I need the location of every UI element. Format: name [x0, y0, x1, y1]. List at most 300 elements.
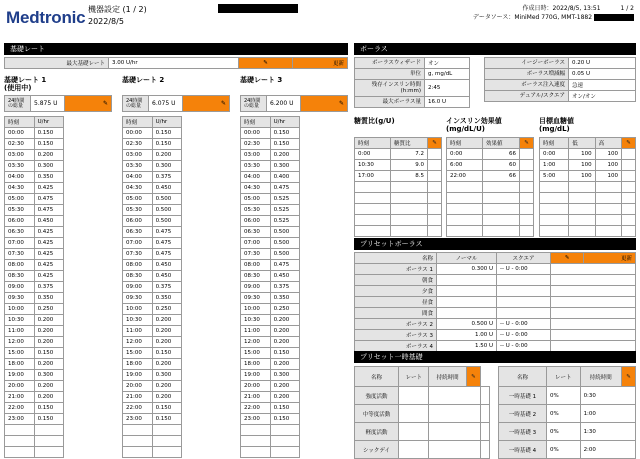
max-basal-label: 最大基礎レート — [5, 58, 109, 69]
time-cell: 12:00 — [123, 337, 153, 348]
col-header: 糖質比 — [390, 138, 427, 149]
rate-cell: 0.150 — [152, 128, 181, 139]
table-row — [241, 359, 300, 370]
value-cell: 66 — [482, 149, 519, 160]
preset-name: 軽度活動 — [355, 423, 399, 441]
rate-cell: 0.425 — [34, 260, 63, 271]
pencil-icon[interactable]: ✎ — [466, 367, 480, 387]
empty-cell — [482, 193, 519, 204]
total-label: 24時間の総量 — [123, 96, 149, 112]
empty-cell — [569, 193, 595, 204]
empty-cell — [355, 215, 391, 226]
rate-cell: 0.150 — [34, 139, 63, 150]
rate-cell: 0.200 — [270, 150, 299, 161]
time-cell: 07:00 — [123, 238, 153, 249]
empty-cell — [447, 182, 483, 193]
time-cell: 15:00 — [241, 348, 271, 359]
normal-value — [437, 297, 497, 308]
table-row — [355, 275, 636, 286]
rate-cell: 0.350 — [152, 293, 181, 304]
rate-cell: 0.200 — [34, 359, 63, 370]
table-row — [540, 193, 636, 204]
empty-cell — [428, 193, 442, 204]
preset-name: 中等度活動 — [355, 405, 399, 423]
rate-cell: 0.500 — [152, 205, 181, 216]
empty-cell — [551, 341, 636, 352]
rate-value: 0% — [547, 423, 581, 441]
time-cell: 04:00 — [5, 172, 35, 183]
time-cell: 04:00 — [123, 172, 153, 183]
time-cell: 23:00 — [123, 414, 153, 425]
table-row — [540, 226, 636, 237]
rate-cell: 0.150 — [270, 128, 299, 139]
empty-cell — [152, 447, 181, 458]
table-row — [355, 171, 442, 182]
rate-cell: 0.450 — [152, 260, 181, 271]
empty-cell — [34, 425, 63, 436]
empty-cell — [622, 204, 636, 215]
value-cell: 17:00 — [355, 171, 391, 182]
empty-cell — [428, 182, 442, 193]
bolus-settings-right — [484, 57, 636, 102]
rate-cell: 0.150 — [34, 128, 63, 139]
table-row — [123, 249, 182, 260]
table-row — [540, 215, 636, 226]
basal-pattern-title: 基礎レート 3 — [240, 76, 283, 84]
empty-cell — [520, 182, 534, 193]
rate-cell: 0.300 — [152, 370, 181, 381]
time-cell: 02:30 — [123, 139, 153, 150]
created-datetime: 作成日時：2022/8/5, 13:51 — [522, 5, 601, 12]
table-row — [355, 308, 636, 319]
rate-cell: 0.200 — [152, 150, 181, 161]
rate-cell: 0.375 — [152, 172, 181, 183]
preset-name: 強度活動 — [355, 387, 399, 405]
empty-cell — [5, 447, 35, 458]
table-row — [241, 183, 300, 194]
time-cell: 19:00 — [123, 370, 153, 381]
setting-value: オン/オン — [569, 91, 636, 102]
time-cell: 09:00 — [123, 282, 153, 293]
empty-cell — [355, 204, 391, 215]
table-row — [241, 249, 300, 260]
preset-temp-left-table — [354, 366, 490, 459]
basal-total-table — [4, 95, 112, 112]
time-cell: 20:00 — [123, 381, 153, 392]
time-cell: 11:00 — [241, 326, 271, 337]
document-title — [88, 4, 147, 28]
table-row — [355, 149, 442, 160]
rate-cell: 0.300 — [34, 370, 63, 381]
col-header: 効果値 — [482, 138, 519, 149]
table-row — [5, 227, 64, 238]
table-row — [5, 315, 64, 326]
time-cell: 05:30 — [241, 205, 271, 216]
table-row — [241, 436, 300, 447]
empty-cell — [622, 182, 636, 193]
table-row — [123, 183, 182, 194]
table-row — [123, 172, 182, 183]
square-value: -- U - 0:00 — [497, 330, 551, 341]
table-row — [5, 293, 64, 304]
table-row — [123, 194, 182, 205]
table-row — [123, 403, 182, 414]
duration-value: 2:00 — [580, 441, 635, 459]
target-title — [539, 117, 574, 133]
empty-cell — [622, 193, 636, 204]
duration-value: 1:00 — [580, 405, 635, 423]
table-row — [355, 423, 490, 441]
table-row — [355, 204, 442, 215]
sensitivity-unit: (mg/dL/U) — [446, 125, 485, 133]
empty-cell — [355, 182, 391, 193]
table-row — [123, 425, 182, 436]
preset-name: 一時基礎 3 — [499, 423, 547, 441]
pencil-icon[interactable]: ✎ — [301, 96, 348, 112]
value-cell: 0:00 — [540, 149, 569, 160]
empty-cell — [482, 182, 519, 193]
rate-cell: 0.200 — [270, 326, 299, 337]
table-row — [5, 414, 64, 425]
table-row — [355, 160, 442, 171]
empty-cell — [540, 204, 569, 215]
time-cell: 10:00 — [241, 304, 271, 315]
table-row — [5, 205, 64, 216]
col-name: 名称 — [499, 367, 547, 387]
pencil-icon[interactable]: ✎ — [551, 253, 584, 264]
table-row — [447, 193, 534, 204]
time-cell: 09:30 — [123, 293, 153, 304]
empty-cell — [241, 436, 271, 447]
time-cell: 15:00 — [123, 348, 153, 359]
table-row — [123, 337, 182, 348]
duration-value: 1:30 — [580, 423, 635, 441]
table-row — [355, 226, 442, 237]
table-row — [241, 205, 300, 216]
empty-cell — [551, 319, 636, 330]
col-time: 時刻 — [5, 117, 35, 128]
setting-value: オン — [425, 58, 470, 69]
basal-pattern-title: 基礎レート 2 — [122, 76, 165, 84]
rate-cell: 0.200 — [270, 315, 299, 326]
col-header: 低 — [569, 138, 595, 149]
empty-cell — [399, 423, 429, 441]
time-cell: 20:00 — [241, 381, 271, 392]
rate-cell: 0.425 — [34, 227, 63, 238]
time-cell: 21:00 — [241, 392, 271, 403]
rate-cell: 0.500 — [270, 238, 299, 249]
empty-cell — [540, 215, 569, 226]
table-row — [355, 387, 490, 405]
table-row — [540, 160, 636, 171]
rate-cell: 0.350 — [270, 293, 299, 304]
normal-value: 1.50 U — [437, 341, 497, 352]
time-cell: 21:00 — [5, 392, 35, 403]
rate-cell: 0.300 — [152, 161, 181, 172]
empty-cell — [622, 149, 636, 160]
col-rate: U/hr — [152, 117, 181, 128]
pencil-icon[interactable]: ✎ — [622, 367, 636, 387]
rate-cell: 0.500 — [152, 216, 181, 227]
preset-temp-header: プリセット一時基礎 — [354, 351, 636, 363]
empty-cell — [270, 447, 299, 458]
time-cell: 03:30 — [241, 161, 271, 172]
time-cell: 04:30 — [123, 183, 153, 194]
rate-cell: 0.375 — [270, 282, 299, 293]
col-rate: U/hr — [270, 117, 299, 128]
rate-cell: 0.200 — [34, 326, 63, 337]
redacted-name — [218, 4, 298, 13]
preset-name: 夕食 — [355, 286, 437, 297]
time-cell: 10:00 — [5, 304, 35, 315]
col-name: 名称 — [355, 253, 437, 264]
setting-value: 0.05 U — [569, 69, 636, 80]
table-row — [123, 293, 182, 304]
table-row — [5, 271, 64, 282]
empty-cell — [480, 423, 489, 441]
total-value: 6.075 U — [149, 96, 183, 112]
setting-label: 単位 — [355, 69, 425, 80]
col-normal: ノーマル — [437, 253, 497, 264]
table-row — [241, 216, 300, 227]
rate-cell: 0.425 — [34, 183, 63, 194]
empty-cell — [595, 215, 621, 226]
table-row — [355, 182, 442, 193]
rate-cell: 0.300 — [270, 370, 299, 381]
empty-cell — [399, 405, 429, 423]
rate-cell: 0.150 — [152, 403, 181, 414]
update-button[interactable]: 更新 — [584, 253, 636, 264]
rate-cell: 0.475 — [152, 249, 181, 260]
col-square: スクエア — [497, 253, 551, 264]
setting-row — [485, 58, 636, 69]
pencil-icon[interactable]: ✎ — [428, 138, 442, 149]
time-cell: 18:00 — [5, 359, 35, 370]
table-row — [123, 150, 182, 161]
time-cell: 06:30 — [123, 227, 153, 238]
rate-cell: 0.200 — [152, 315, 181, 326]
col-rate: レート — [547, 367, 581, 387]
table-row — [241, 271, 300, 282]
empty-cell — [123, 425, 153, 436]
empty-cell — [429, 387, 481, 405]
table-row — [355, 341, 636, 352]
page-header — [0, 0, 640, 40]
pencil-icon[interactable]: ✎ — [239, 58, 293, 69]
time-cell: 04:30 — [241, 183, 271, 194]
rate-cell: 0.200 — [270, 337, 299, 348]
rate-cell: 0.250 — [152, 304, 181, 315]
brand-logo: Medtronic — [6, 8, 86, 27]
col-name: 名称 — [355, 367, 399, 387]
sensitivity-table — [446, 137, 534, 237]
table-row — [5, 150, 64, 161]
empty-cell — [355, 226, 391, 237]
rate-cell: 0.150 — [34, 348, 63, 359]
page-number: 1 / 2 — [620, 5, 634, 12]
rate-cell: 0.150 — [270, 414, 299, 425]
table-row — [499, 423, 636, 441]
basal-rate-table — [4, 116, 64, 458]
setting-value: g, mg/dL — [425, 69, 470, 80]
max-basal-value: 3.00 U/hr — [109, 58, 239, 69]
setting-label: ボーラス増減幅 — [485, 69, 569, 80]
rate-cell: 0.300 — [34, 161, 63, 172]
empty-cell — [480, 387, 489, 405]
table-row — [123, 304, 182, 315]
value-cell: 1:00 — [540, 160, 569, 171]
table-row — [355, 215, 442, 226]
table-row — [241, 260, 300, 271]
rate-cell: 0.150 — [34, 403, 63, 414]
table-row — [123, 128, 182, 139]
time-cell: 10:30 — [123, 315, 153, 326]
rate-cell: 0.475 — [270, 260, 299, 271]
rate-cell: 0.200 — [34, 337, 63, 348]
table-row — [241, 128, 300, 139]
pencil-icon[interactable]: ✎ — [65, 96, 112, 112]
rate-cell: 0.375 — [152, 282, 181, 293]
time-cell: 08:00 — [123, 260, 153, 271]
table-row — [241, 227, 300, 238]
empty-cell — [520, 160, 534, 171]
normal-value: 0.300 U — [437, 264, 497, 275]
col-header: 時刻 — [540, 138, 569, 149]
time-cell: 07:30 — [241, 249, 271, 260]
table-row — [5, 403, 64, 414]
duration-value: 0:30 — [580, 387, 635, 405]
table-row — [355, 330, 636, 341]
time-cell: 03:00 — [241, 150, 271, 161]
empty-cell — [520, 215, 534, 226]
table-row — [447, 204, 534, 215]
empty-cell — [428, 160, 442, 171]
empty-cell — [447, 193, 483, 204]
square-value — [497, 275, 551, 286]
value-cell: 0:00 — [355, 149, 391, 160]
time-cell: 04:00 — [241, 172, 271, 183]
table-row — [123, 436, 182, 447]
time-cell: 09:00 — [5, 282, 35, 293]
pencil-icon[interactable]: ✎ — [183, 96, 230, 112]
time-cell: 07:30 — [123, 249, 153, 260]
max-basal-table — [4, 57, 348, 69]
empty-cell — [622, 160, 636, 171]
rate-cell: 0.525 — [270, 194, 299, 205]
table-row — [123, 260, 182, 271]
rate-cell: 0.475 — [152, 238, 181, 249]
rate-value: 0% — [547, 441, 581, 459]
empty-cell — [551, 297, 636, 308]
col-rate: レート — [399, 367, 429, 387]
table-row — [241, 326, 300, 337]
pencil-icon[interactable]: ✎ — [622, 138, 636, 149]
rate-cell: 0.200 — [34, 315, 63, 326]
table-row — [123, 370, 182, 381]
empty-cell — [428, 171, 442, 182]
time-cell: 09:30 — [241, 293, 271, 304]
basal-pattern-title: 基礎レート 1 — [4, 76, 47, 84]
table-row — [241, 172, 300, 183]
table-row — [447, 215, 534, 226]
table-row — [355, 264, 636, 275]
empty-cell — [622, 226, 636, 237]
empty-cell — [428, 149, 442, 160]
time-cell: 19:00 — [5, 370, 35, 381]
table-row — [5, 216, 64, 227]
time-cell: 05:00 — [123, 194, 153, 205]
empty-cell — [241, 447, 271, 458]
square-value — [497, 308, 551, 319]
update-button[interactable]: 更新 — [293, 58, 348, 69]
rate-cell: 0.425 — [34, 238, 63, 249]
pencil-icon[interactable]: ✎ — [520, 138, 534, 149]
table-row — [5, 238, 64, 249]
table-row — [5, 381, 64, 392]
setting-label: 残存インスリン時間 (h:mm) — [355, 80, 425, 97]
table-row — [355, 405, 490, 423]
table-row — [241, 161, 300, 172]
rate-cell: 0.150 — [270, 139, 299, 150]
empty-cell — [390, 193, 427, 204]
empty-cell — [390, 204, 427, 215]
setting-label: ボーラス注入速度 — [485, 80, 569, 91]
value-cell: 5:00 — [540, 171, 569, 182]
basal-pattern-status: (使用中) — [4, 84, 32, 92]
rate-cell: 0.500 — [270, 249, 299, 260]
empty-cell — [447, 204, 483, 215]
empty-cell — [429, 423, 481, 441]
empty-cell — [390, 226, 427, 237]
table-row — [123, 161, 182, 172]
empty-cell — [551, 330, 636, 341]
value-cell: 22:00 — [447, 171, 483, 182]
time-cell: 07:00 — [241, 238, 271, 249]
setting-row — [485, 91, 636, 102]
time-cell: 10:30 — [241, 315, 271, 326]
setting-value: 16.0 U — [425, 97, 470, 108]
rate-cell: 0.475 — [34, 205, 63, 216]
square-value — [497, 286, 551, 297]
table-row — [241, 414, 300, 425]
empty-cell — [270, 436, 299, 447]
table-row — [123, 326, 182, 337]
rate-cell: 0.200 — [152, 392, 181, 403]
rate-cell: 0.475 — [270, 183, 299, 194]
empty-cell — [551, 275, 636, 286]
empty-cell — [569, 182, 595, 193]
empty-cell — [480, 441, 489, 459]
empty-cell — [34, 447, 63, 458]
time-cell: 06:30 — [241, 227, 271, 238]
rate-cell: 0.450 — [34, 216, 63, 227]
rate-cell: 0.525 — [270, 205, 299, 216]
value-cell: 66 — [482, 171, 519, 182]
rate-value: 0% — [547, 405, 581, 423]
value-cell: 100 — [569, 171, 595, 182]
table-row — [5, 326, 64, 337]
time-cell: 22:00 — [123, 403, 153, 414]
basal-pattern-name — [4, 76, 46, 92]
table-row — [123, 238, 182, 249]
time-cell: 09:30 — [5, 293, 35, 304]
table-row — [540, 204, 636, 215]
empty-cell — [551, 308, 636, 319]
col-duration: 持続時間 — [429, 367, 467, 387]
empty-cell — [551, 286, 636, 297]
value-cell: 9.0 — [390, 160, 427, 171]
empty-cell — [429, 441, 481, 459]
